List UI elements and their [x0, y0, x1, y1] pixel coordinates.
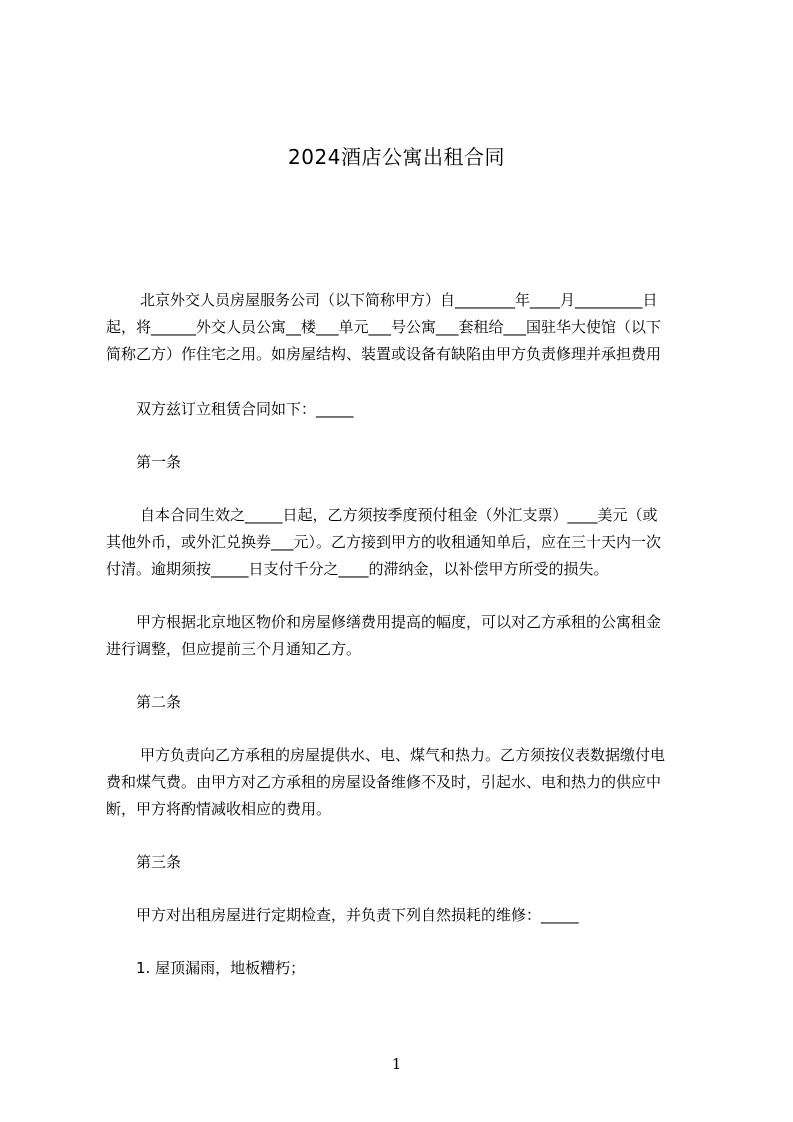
article-3-paragraph-1: 甲方对出租房屋进行定期检查，并负责下列自然损耗的维修：_____	[136, 906, 579, 924]
article-2-heading: 第二条	[136, 693, 182, 711]
intro-line-2: 起，将______外交人员公寓__楼___单元___号公寓___套租给___国驻华大使馆（以下	[106, 318, 662, 336]
page-number: 1	[391, 1055, 402, 1073]
document-title: 2024酒店公寓出租合同	[288, 145, 505, 169]
article-3-list-item-1: 1. 屋顶漏雨，地板糟朽；	[136, 959, 306, 977]
article-1-heading: 第一条	[136, 453, 182, 471]
agreement-line: 双方兹订立租赁合同如下：_____	[136, 400, 354, 418]
article-1-p2-line-1: 甲方根据北京地区物价和房屋修缮费用提高的幅度，可以对乙方承租的公寓租金	[136, 613, 662, 631]
article-1-p2-line-2: 进行调整，但应提前三个月通知乙方。	[106, 640, 362, 658]
article-3-heading: 第三条	[136, 853, 182, 871]
article-1-p1-line-3: 付清。逾期须按_____日支付千分之____的滞纳金，以补偿甲方所受的损失。	[106, 560, 609, 578]
intro-line-3: 简称乙方）作住宅之用。如房屋结构、装置或设备有缺陷由甲方负责修理并承担费用	[106, 345, 662, 363]
article-1-p1-line-2: 其他外币，或外汇兑换券___元）。乙方接到甲方的收租通知单后，应在三十天内一次	[106, 533, 662, 551]
intro-line-1: 北京外交人员房屋服务公司（以下简称甲方）自________年____月_________日	[140, 291, 658, 309]
article-2-p1-line-3: 断，甲方将酌情减收相应的费用。	[106, 800, 332, 818]
article-1-p1-line-1: 自本合同生效之_____日起，乙方须按季度预付租金（外汇支票）____美元（或	[140, 506, 658, 524]
article-2-p1-line-2: 费和煤气费。由甲方对乙方承租的房屋设备维修不及时，引起水、电和热力的供应中	[106, 773, 662, 791]
article-2-p1-line-1: 甲方负责向乙方承租的房屋提供水、电、煤气和热力。乙方须按仪表数据缴付电	[140, 746, 666, 764]
